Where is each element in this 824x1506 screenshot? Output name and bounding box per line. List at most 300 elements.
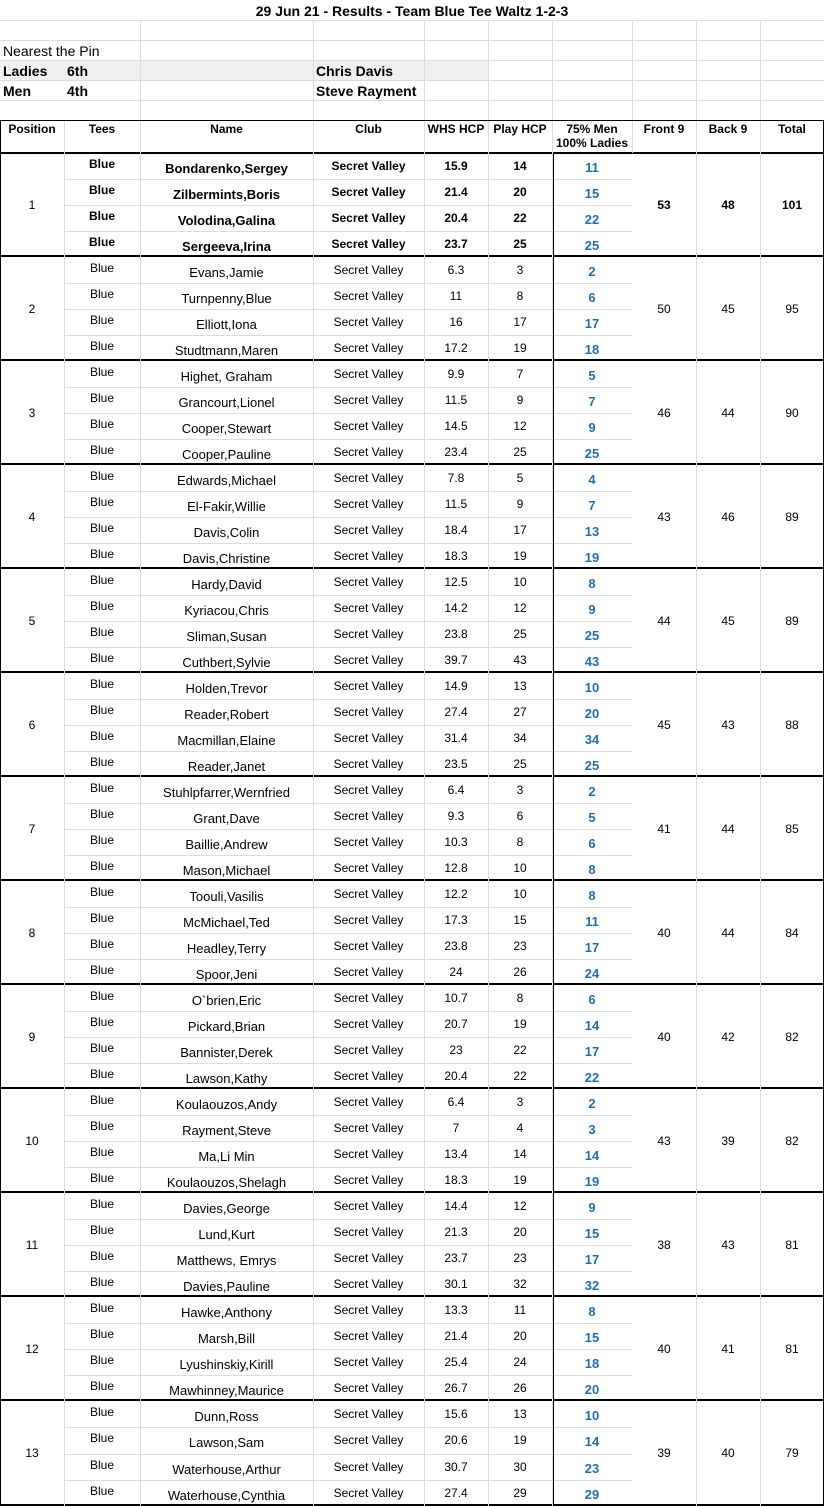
player-play-hcp: 12 [513, 601, 527, 615]
player-allowance: 18 [584, 342, 600, 357]
player-tees: Blue [89, 1353, 115, 1367]
row-divider [64, 335, 632, 336]
player-allowance: 5 [588, 368, 596, 383]
row-divider [64, 517, 632, 518]
grid-v [760, 20, 761, 120]
player-club: Secret Valley [333, 1407, 404, 1421]
team-position: 1 [28, 198, 36, 212]
row-divider [64, 179, 632, 180]
player-play-hcp: 8 [516, 289, 524, 303]
player-club: Secret Valley [333, 393, 404, 407]
team-front-9: 44 [657, 614, 671, 628]
player-name: Reader,Robert [184, 707, 269, 722]
header-name: Name [210, 122, 243, 136]
player-allowance: 20 [584, 1382, 600, 1397]
player-club: Secret Valley [333, 1017, 404, 1031]
player-name: Hardy,David [191, 577, 262, 592]
player-allowance: 15 [584, 186, 600, 201]
player-play-hcp: 20 [513, 185, 527, 199]
grid-v [696, 20, 697, 120]
player-tees: Blue [89, 547, 115, 561]
player-tees: Blue [88, 183, 115, 197]
player-club: Secret Valley [333, 315, 404, 329]
player-club: Secret Valley [333, 965, 404, 979]
player-club: Secret Valley [333, 1303, 404, 1317]
player-club: Secret Valley [331, 159, 406, 173]
player-name: Lawson,Sam [188, 1435, 265, 1451]
column-line [424, 121, 425, 1506]
player-whs-hcp: 6.4 [447, 783, 465, 797]
player-club: Secret Valley [333, 835, 404, 849]
player-tees: Blue [89, 443, 115, 457]
group-bottom-border [0, 1087, 824, 1089]
team-position: 2 [28, 302, 36, 316]
player-name: Sliman,Susan [186, 629, 267, 644]
player-club: Secret Valley [333, 497, 404, 511]
player-name: Headley,Terry [186, 941, 267, 956]
player-tees: Blue [89, 807, 115, 821]
row-divider [64, 387, 632, 388]
player-club: Secret Valley [333, 1381, 404, 1395]
player-allowance: 43 [584, 654, 600, 669]
player-name: Koulaouzos,Andy [175, 1097, 278, 1112]
player-tees: Blue [89, 469, 115, 483]
team-front-9: 43 [657, 510, 671, 524]
player-whs-hcp: 18.3 [444, 549, 468, 563]
player-tees: Blue [89, 937, 115, 951]
player-club: Secret Valley [333, 1199, 404, 1213]
player-club: Secret Valley [333, 731, 404, 745]
player-whs-hcp: 17.2 [444, 341, 468, 355]
row-divider [64, 829, 632, 830]
player-play-hcp: 22 [513, 211, 527, 225]
player-play-hcp: 23 [513, 939, 527, 953]
player-play-hcp: 12 [513, 419, 527, 433]
player-play-hcp: 22 [513, 1069, 527, 1083]
player-club: Secret Valley [333, 861, 404, 875]
ladies-label: Ladies [3, 63, 48, 79]
player-club: Secret Valley [333, 419, 404, 433]
team-back-9: 40 [721, 1446, 735, 1460]
row-divider [64, 1245, 632, 1246]
header-club: Club [355, 122, 382, 136]
player-name: Evans,Jamie [189, 265, 264, 280]
row-divider [64, 1271, 632, 1272]
player-club: Secret Valley [333, 1147, 404, 1161]
player-name: Lawson,Kathy [185, 1071, 268, 1086]
player-club: Secret Valley [331, 185, 406, 199]
player-club: Secret Valley [333, 1173, 404, 1187]
player-whs-hcp: 11.5 [444, 393, 468, 407]
player-play-hcp: 11 [513, 1303, 527, 1317]
player-play-hcp: 25 [513, 627, 527, 641]
player-allowance: 15 [584, 1226, 600, 1241]
team-back-9: 42 [721, 1030, 735, 1044]
player-allowance: 4 [588, 472, 596, 487]
player-allowance: 6 [588, 836, 596, 851]
player-play-hcp: 29 [513, 1485, 527, 1500]
player-name: Dunn,Ross [194, 1409, 259, 1424]
grid-h [0, 80, 824, 81]
player-play-hcp: 14 [513, 159, 527, 173]
player-whs-hcp: 21.4 [444, 185, 468, 199]
player-tees: Blue [89, 495, 115, 509]
player-whs-hcp: 10.7 [444, 991, 468, 1005]
player-allowance: 2 [588, 784, 596, 799]
row-divider [64, 595, 632, 596]
player-name: Edwards,Michael [177, 473, 276, 488]
player-tees: Blue [89, 1405, 115, 1419]
player-play-hcp: 4 [516, 1121, 524, 1135]
player-whs-hcp: 25.4 [444, 1355, 468, 1369]
player-whs-hcp: 21.4 [444, 1329, 468, 1343]
grid-h [0, 20, 824, 21]
player-whs-hcp: 7 [452, 1121, 460, 1135]
team-position: 7 [28, 822, 36, 836]
player-tees: Blue [89, 885, 115, 899]
player-tees: Blue [89, 1171, 115, 1185]
player-whs-hcp: 12.2 [444, 887, 468, 901]
player-name: Grancourt,Lionel [178, 395, 275, 410]
player-club: Secret Valley [333, 523, 404, 537]
player-name: Koulaouzos,Shelagh [166, 1175, 287, 1190]
header-front-9: Front 9 [643, 122, 685, 136]
group-bottom-border [0, 255, 824, 257]
player-club: Secret Valley [333, 549, 404, 563]
player-allowance: 32 [584, 1278, 600, 1293]
player-name: Baillie,Andrew [185, 837, 268, 852]
player-tees: Blue [88, 209, 115, 223]
player-name: Hawke,Anthony [180, 1305, 273, 1320]
player-club: Secret Valley [333, 1121, 404, 1135]
player-name: Davies,Pauline [183, 1279, 270, 1294]
player-name: Kyriacou,Chris [184, 603, 269, 618]
player-play-hcp: 22 [513, 1043, 527, 1057]
group-bottom-border [0, 775, 824, 777]
player-whs-hcp: 39.7 [444, 653, 468, 667]
player-club: Secret Valley [333, 1251, 404, 1265]
player-tees: Blue [89, 1431, 115, 1446]
player-club: Secret Valley [333, 913, 404, 927]
row-divider [64, 309, 632, 310]
player-allowance: 9 [588, 420, 596, 435]
player-play-hcp: 8 [516, 835, 524, 849]
player-play-hcp: 5 [516, 471, 524, 485]
player-play-hcp: 10 [513, 861, 527, 875]
player-tees: Blue [89, 651, 115, 665]
player-play-hcp: 15 [513, 913, 527, 927]
player-club: Secret Valley [333, 1277, 404, 1291]
player-whs-hcp: 23.4 [444, 445, 468, 459]
player-tees: Blue [89, 599, 115, 613]
grid-h [0, 100, 824, 101]
row-divider [64, 855, 632, 856]
ladies-hole: 6th [67, 63, 88, 79]
team-total: 81 [785, 1238, 799, 1252]
player-tees: Blue [89, 1197, 115, 1211]
row-divider [64, 647, 632, 648]
player-allowance: 25 [584, 758, 600, 773]
grid-v [313, 20, 314, 120]
player-name: Volodina,Galina [177, 213, 276, 228]
player-tees: Blue [89, 417, 115, 431]
player-play-hcp: 10 [513, 887, 527, 901]
player-allowance: 23 [584, 1460, 600, 1476]
player-tees: Blue [89, 703, 115, 717]
player-name: Cuthbert,Sylvie [182, 655, 271, 670]
player-allowance: 17 [584, 316, 600, 331]
player-tees: Blue [89, 1483, 115, 1498]
player-play-hcp: 8 [516, 991, 524, 1005]
player-tees: Blue [89, 729, 115, 743]
header-total: Total [778, 122, 806, 136]
player-tees: Blue [89, 677, 115, 691]
player-allowance: 11 [585, 914, 599, 929]
player-play-hcp: 12 [513, 1199, 527, 1213]
row-divider [64, 283, 632, 284]
player-club: Secret Valley [333, 289, 404, 303]
player-allowance: 14 [584, 1434, 600, 1450]
team-back-9: 44 [721, 406, 735, 420]
player-club: Secret Valley [333, 471, 404, 485]
header-position: Position [8, 122, 56, 136]
player-name: Cooper,Stewart [181, 421, 272, 436]
player-tees: Blue [89, 989, 115, 1003]
team-back-9: 44 [721, 822, 735, 836]
player-play-hcp: 19 [513, 1173, 527, 1187]
player-name: Waterhouse,Arthur [172, 1461, 281, 1477]
player-allowance: 2 [588, 264, 596, 279]
team-total: 85 [785, 822, 799, 836]
player-allowance: 25 [584, 628, 600, 643]
row-divider [64, 1323, 632, 1324]
player-whs-hcp: 23.8 [444, 627, 468, 641]
row-divider [64, 725, 632, 726]
player-whs-hcp: 27.4 [444, 1485, 468, 1500]
header-allowance [552, 121, 632, 153]
player-club: Secret Valley [333, 627, 404, 641]
player-club: Secret Valley [333, 367, 404, 381]
row-divider [64, 1480, 632, 1481]
player-whs-hcp: 9.3 [447, 809, 465, 823]
row-divider [64, 1037, 632, 1038]
player-club: Secret Valley [331, 237, 406, 251]
column-line [632, 121, 633, 153]
player-name: Lund,Kurt [198, 1227, 255, 1242]
player-whs-hcp: 20.4 [444, 1069, 468, 1083]
player-allowance: 8 [588, 862, 596, 877]
player-club: Secret Valley [333, 1095, 404, 1109]
player-name: Cooper,Pauline [182, 447, 271, 462]
team-position: 11 [25, 1238, 39, 1252]
player-club: Secret Valley [333, 263, 404, 277]
player-play-hcp: 19 [513, 1017, 527, 1031]
player-tees: Blue [89, 287, 115, 301]
player-whs-hcp: 6.3 [447, 263, 465, 277]
column-line [488, 121, 489, 1506]
team-front-9: 50 [657, 302, 671, 316]
column-line [552, 121, 553, 1506]
player-play-hcp: 17 [513, 523, 527, 537]
group-bottom-border [0, 671, 824, 673]
grid-v [488, 20, 489, 120]
team-total: 82 [785, 1134, 799, 1148]
column-line [140, 121, 141, 1506]
player-whs-hcp: 15.9 [444, 159, 468, 173]
player-play-hcp: 23 [513, 1251, 527, 1265]
team-total: 89 [785, 614, 799, 628]
player-tees: Blue [89, 391, 115, 405]
player-play-hcp: 25 [513, 237, 527, 251]
player-whs-hcp: 20.4 [444, 211, 468, 225]
player-tees: Blue [89, 1145, 115, 1159]
player-tees: Blue [89, 859, 115, 873]
grid-h [0, 40, 824, 41]
player-play-hcp: 20 [513, 1225, 527, 1239]
player-tees: Blue [88, 157, 115, 171]
player-name: Toouli,Vasilis [189, 889, 264, 904]
row-divider [64, 439, 632, 440]
header-allowance-men: 75% Men [566, 122, 618, 136]
column-line [760, 121, 761, 1506]
player-whs-hcp: 11.5 [444, 497, 468, 511]
player-tees: Blue [89, 911, 115, 925]
player-play-hcp: 27 [513, 705, 527, 719]
player-allowance: 14 [584, 1018, 600, 1033]
team-front-9: 40 [657, 1030, 671, 1044]
player-name: Reader,Janet [187, 759, 266, 774]
player-play-hcp: 17 [513, 315, 527, 329]
player-club: Secret Valley [333, 1459, 404, 1474]
player-allowance: 13 [584, 524, 600, 539]
player-tees: Blue [89, 339, 115, 353]
player-play-hcp: 19 [513, 341, 527, 355]
player-allowance: 14 [584, 1148, 600, 1163]
player-name: Mawhinney,Maurice [169, 1383, 284, 1398]
player-tees: Blue [89, 365, 115, 379]
row-divider [64, 413, 632, 414]
player-club: Secret Valley [333, 757, 404, 771]
team-back-9: 39 [721, 1134, 735, 1148]
player-play-hcp: 26 [513, 1381, 527, 1395]
column-line [313, 121, 314, 1506]
player-name: Davis,Christine [182, 551, 271, 566]
player-name: Matthews, Emrys [176, 1253, 277, 1268]
player-allowance: 2 [588, 1096, 596, 1111]
player-play-hcp: 34 [513, 731, 527, 745]
team-front-9: 43 [657, 1134, 671, 1148]
player-club: Secret Valley [333, 991, 404, 1005]
team-back-9: 48 [721, 198, 735, 212]
player-club: Secret Valley [333, 341, 404, 355]
player-allowance: 25 [584, 238, 600, 253]
player-whs-hcp: 23 [449, 1043, 463, 1057]
player-tees: Blue [89, 1067, 115, 1081]
group-bottom-border [0, 983, 824, 985]
player-whs-hcp: 15.6 [444, 1407, 468, 1421]
player-tees: Blue [89, 963, 115, 977]
player-whs-hcp: 18.4 [444, 523, 468, 537]
row-divider [64, 1375, 632, 1376]
player-club: Secret Valley [331, 211, 406, 225]
player-name: Pickard,Brian [187, 1019, 266, 1034]
player-whs-hcp: 27.4 [444, 705, 468, 719]
player-allowance: 19 [584, 1174, 600, 1189]
team-position: 8 [28, 926, 36, 940]
team-position: 9 [28, 1030, 36, 1044]
header-back-9: Back 9 [708, 122, 748, 136]
player-whs-hcp: 9.9 [447, 367, 465, 381]
player-whs-hcp: 17.3 [444, 913, 468, 927]
team-total: 81 [785, 1342, 799, 1356]
player-allowance: 20 [584, 706, 600, 721]
nearest-pin-label: Nearest the Pin [3, 43, 100, 59]
header-top-border [0, 120, 824, 121]
header-whs-hcp: WHS HCP [427, 122, 485, 136]
player-whs-hcp: 14.2 [444, 601, 468, 615]
player-club: Secret Valley [333, 679, 404, 693]
player-name: Ma,Li Min [198, 1149, 255, 1164]
player-play-hcp: 30 [513, 1459, 527, 1474]
player-name: Zilbermints,Boris [173, 187, 280, 202]
row-divider [64, 205, 632, 206]
player-whs-hcp: 20.7 [444, 1017, 468, 1031]
row-divider [64, 543, 632, 544]
player-tees: Blue [89, 1327, 115, 1341]
row-divider [64, 1167, 632, 1168]
player-allowance: 15 [584, 1330, 600, 1345]
player-tees: Blue [89, 1015, 115, 1029]
player-club: Secret Valley [333, 705, 404, 719]
player-play-hcp: 19 [513, 1433, 527, 1448]
player-club: Secret Valley [333, 809, 404, 823]
player-whs-hcp: 6.4 [447, 1095, 465, 1109]
header-bottom-border [0, 152, 824, 154]
header-tees: Tees [88, 122, 116, 136]
player-play-hcp: 3 [516, 1095, 524, 1109]
team-back-9: 43 [721, 1238, 735, 1252]
row-divider [64, 1141, 632, 1142]
player-name: Macmillan,Elaine [177, 733, 276, 748]
player-allowance: 19 [584, 550, 600, 565]
row-divider [64, 231, 632, 232]
player-whs-hcp: 23.7 [444, 1251, 468, 1265]
team-front-9: 46 [657, 406, 671, 420]
player-allowance: 18 [584, 1356, 600, 1371]
header-play-hcp: Play HCP [493, 122, 547, 136]
group-bottom-border [0, 463, 824, 465]
column-line [64, 121, 65, 1506]
player-name: Mason,Michael [182, 863, 271, 878]
row-divider [64, 1427, 632, 1428]
player-club: Secret Valley [333, 575, 404, 589]
player-allowance: 17 [584, 1252, 600, 1267]
player-whs-hcp: 10.3 [444, 835, 468, 849]
player-allowance: 22 [584, 212, 600, 227]
player-club: Secret Valley [333, 1355, 404, 1369]
team-total: 95 [785, 302, 799, 316]
row-divider [64, 751, 632, 752]
player-tees: Blue [89, 1041, 115, 1055]
player-whs-hcp: 13.4 [444, 1147, 468, 1161]
men-winner: Steve Rayment [316, 83, 417, 99]
player-play-hcp: 9 [516, 393, 524, 407]
player-allowance: 34 [584, 732, 600, 747]
player-whs-hcp: 30.7 [444, 1459, 468, 1474]
player-whs-hcp: 26.7 [444, 1381, 468, 1395]
player-allowance: 10 [584, 1408, 600, 1423]
player-name: Highet, Graham [180, 369, 273, 384]
